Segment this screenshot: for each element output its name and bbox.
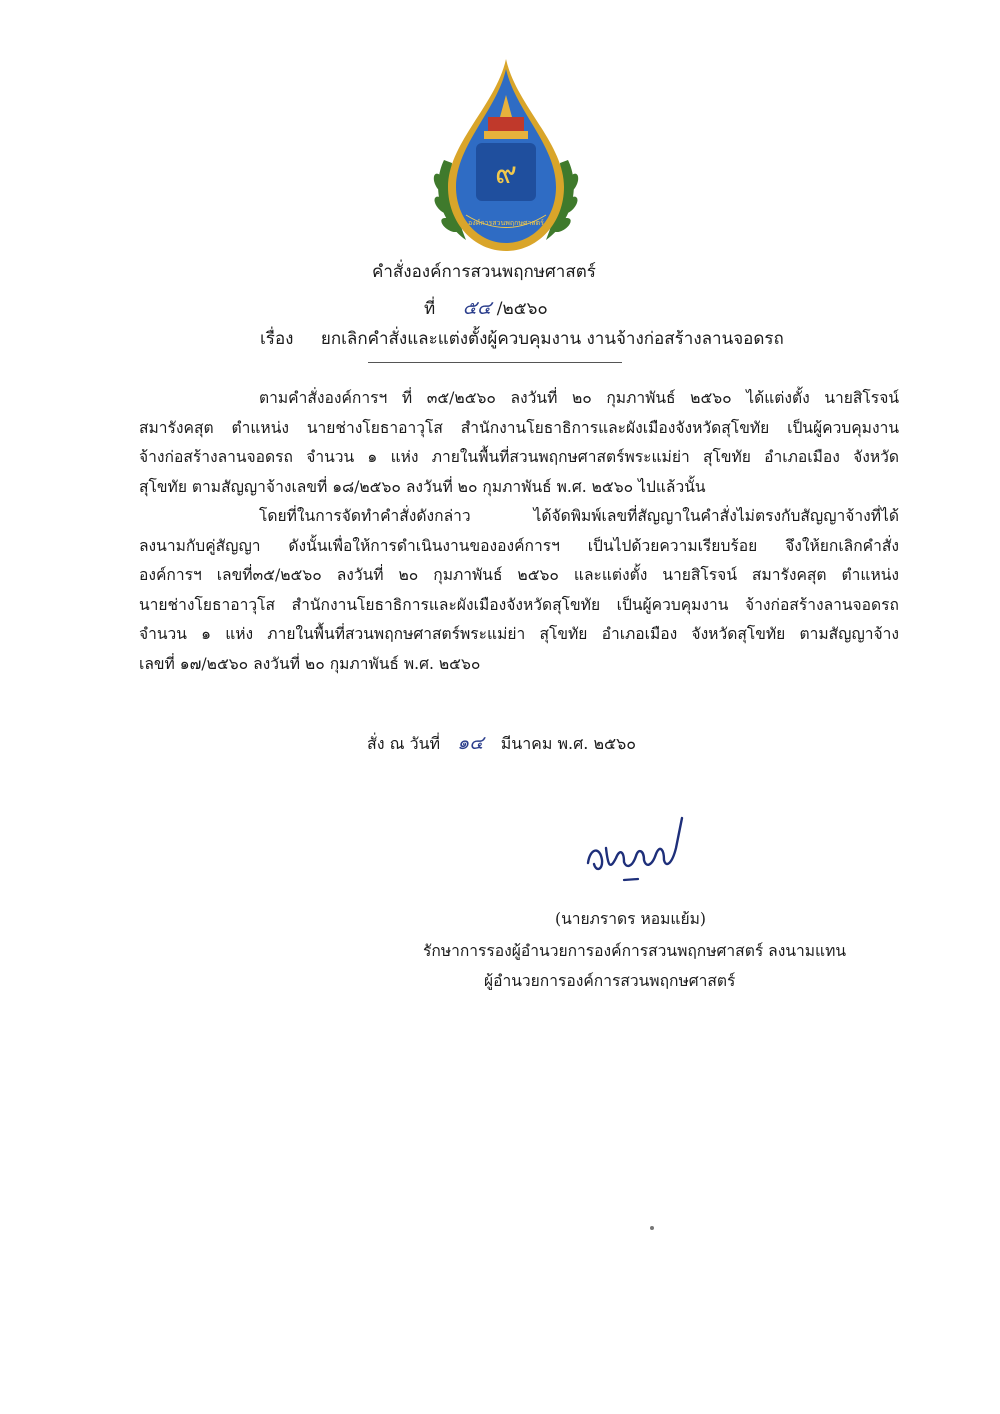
royal-seal-drop-logo-icon xyxy=(426,55,586,260)
svg-text:๙: ๙ xyxy=(495,156,517,191)
body-text xyxy=(139,384,899,679)
body-line: ตามคำสั่งองค์การฯ ที่ ๓๕/๒๕๖๐ ลงวันที่ ๒๐ กุมภาพันธ์ ๒๕๖๐ ได้แต่งตั้ง นายสิโรจน์ xyxy=(259,389,899,407)
order-number-line xyxy=(424,293,548,323)
signatory-position: รักษาการรองผู้อำนวยการองค์การสวนพฤกษศาสตร์ ลงนามแทน xyxy=(423,942,847,960)
order-number: ๕๔ xyxy=(462,297,492,319)
handwritten-signature-icon xyxy=(580,808,690,888)
org-title: คำสั่งองค์การสวนพฤกษศาสตร์ xyxy=(372,262,596,282)
date-suffix: มีนาคม พ.ศ. ๒๕๖๐ xyxy=(500,734,637,753)
body-line: สุโขทัย ตามสัญญาจ้างเลขที่ ๑๘/๒๕๖๐ ลงวันที่ ๒๐ กุมภาพันธ์ พ.ศ. ๒๕๖๐ ไปแล้วนั้น xyxy=(139,477,706,496)
logo-lettering: องค์การสวนพฤกษศาสตร์ xyxy=(468,219,544,227)
scan-speck xyxy=(650,1226,654,1230)
body-line: จำนวน ๑ แห่ง ภายในพื้นที่สวนพฤกษศาสตร์พระแม่ย่า สุโขทัย อำเภอเมือง จังหวัดสุโขทัย ตามสัญญาจ้าง xyxy=(139,625,899,643)
body-line: นายช่างโยธาอาวุโส สำนักงานโยธาธิการและผังเมืองจังหวัดสุโขทัย เป็นผู้ควบคุมงาน จ้างก่อสร้างลานจอดรถ xyxy=(139,595,899,614)
order-label: ที่ xyxy=(424,299,436,319)
body-line: ลงนามกับคู่สัญญา ดังนั้นเพื่อให้การดำเนินงานขององค์การฯ เป็นไปด้วยความเรียบร้อย จึงให้ยกเลิกคำสั่ง xyxy=(139,536,899,555)
order-date xyxy=(367,728,636,758)
body-line: จ้างก่อสร้างลานจอดรถ จำนวน ๑ แห่ง ภายในพื้นที่สวนพฤกษศาสตร์พระแม่ย่า สุโขทัย อำเภอเมือง จังหวัด xyxy=(139,448,899,466)
signatory-name: (นายภราดร หอมแย้ม) xyxy=(555,910,706,928)
date-day: ๑๔ xyxy=(457,732,484,754)
body-line: เลขที่ ๑๗/๒๕๖๐ ลงวันที่ ๒๐ กุมภาพันธ์ พ.ศ. ๒๕๖๐ xyxy=(139,654,481,673)
order-year: /๒๕๖๐ xyxy=(496,299,548,319)
body-line: โดยที่ในการจัดทำคำสั่งดังกล่าว ได้จัดพิมพ์เลขที่สัญญาในคำสั่งไม่ตรงกับสัญญาจ้างที่ได้ xyxy=(259,507,899,525)
date-prefix: สั่ง ณ วันที่ xyxy=(367,734,441,753)
body-line: สมารังคสุต ตำแหน่ง นายช่างโยธาอาวุโส สำนักงานโยธาธิการและผังเมืองจังหวัดสุโขทัย เป็นผู้ควบคุมงาน xyxy=(139,418,899,437)
subject-text: ยกเลิกคำสั่งและแต่งตั้งผู้ควบคุมงาน งานจ้างก่อสร้างลานจอดรถ xyxy=(320,329,784,349)
subject-label: เรื่อง xyxy=(260,329,294,349)
divider xyxy=(368,362,622,363)
subject-line xyxy=(260,325,784,352)
signatory-position: ผู้อำนวยการองค์การสวนพฤกษศาสตร์ xyxy=(484,972,736,990)
body-line: องค์การฯ เลขที่๓๕/๒๕๖๐ ลงวันที่ ๒๐ กุมภาพันธ์ ๒๕๖๐ และแต่งตั้ง นายสิโรจน์ สมารังคสุต ตำแหน่ง xyxy=(139,566,899,584)
